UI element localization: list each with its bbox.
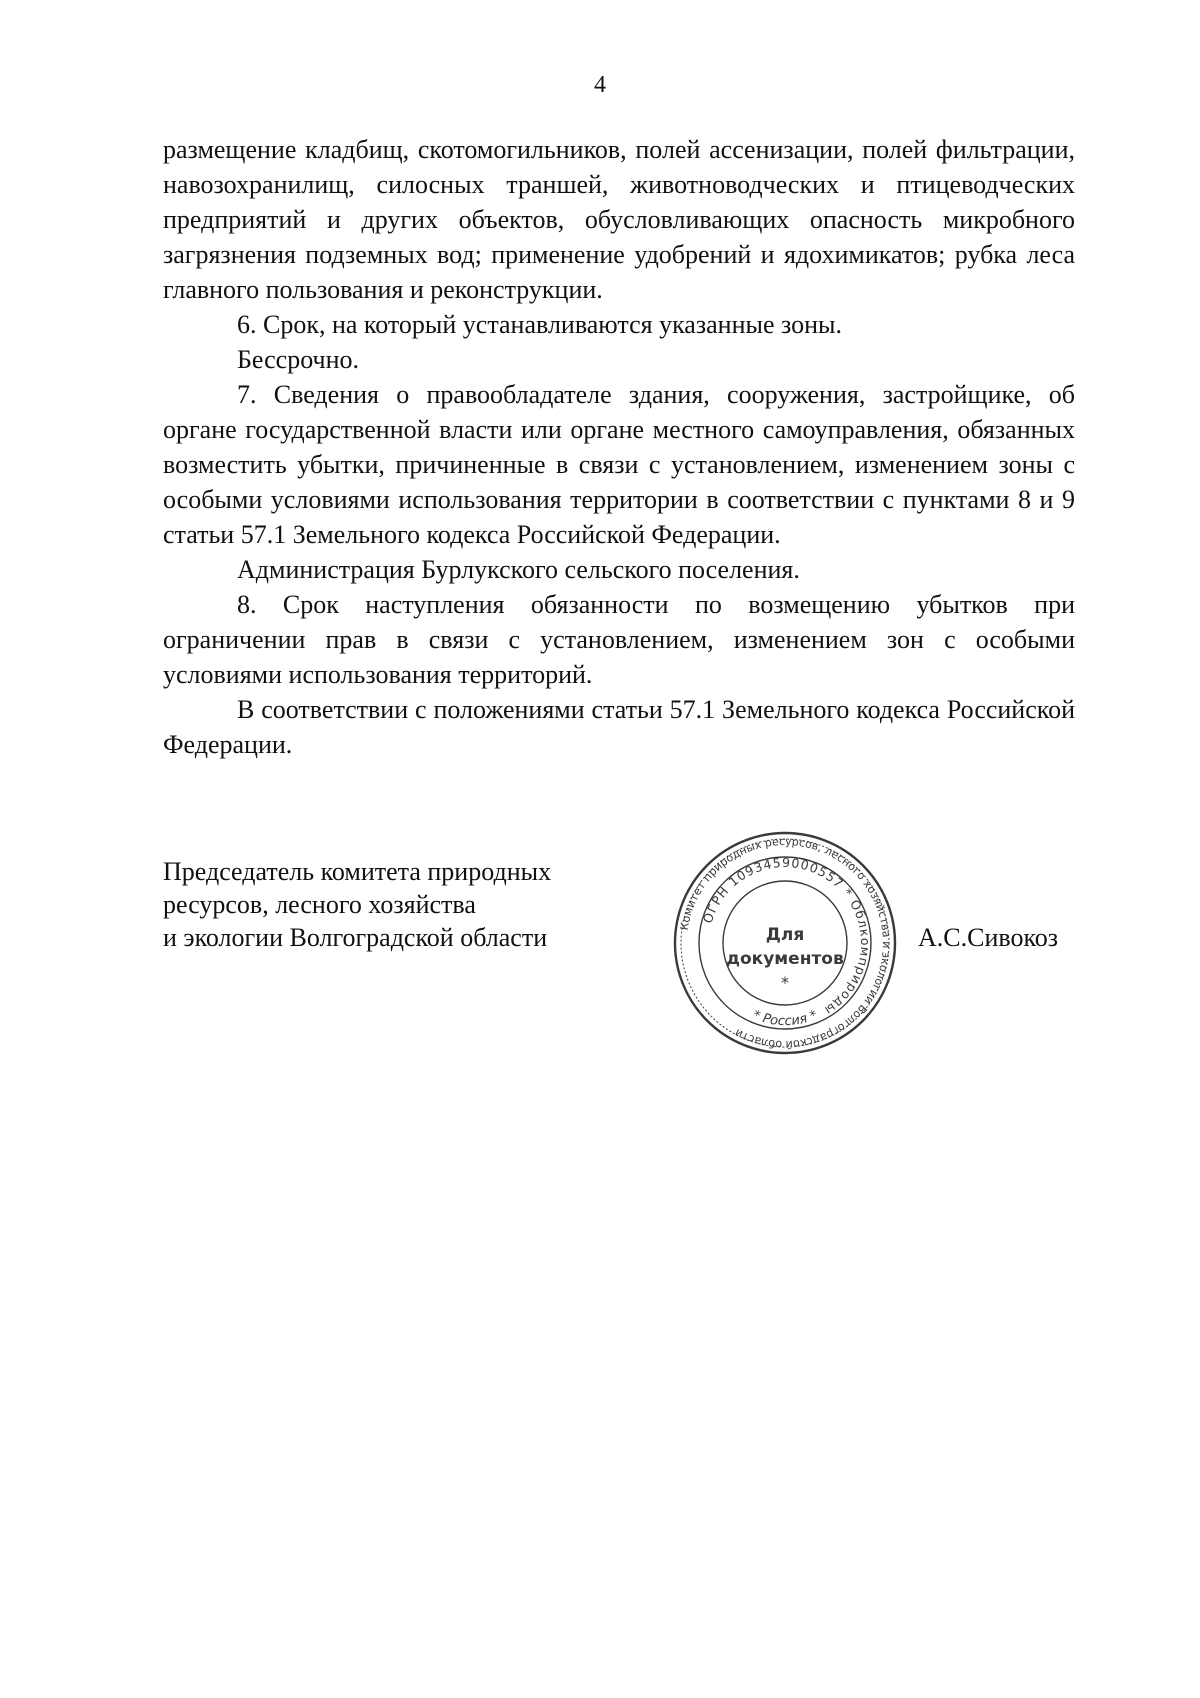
- paragraph-term-heading: 6. Срок, на который устанавливаются указанные зоны.: [237, 310, 842, 339]
- page-number: 4: [594, 72, 606, 98]
- signatory-name: А.С.Сивокоз: [918, 923, 1059, 952]
- stamp-center-line1: Для: [765, 925, 805, 945]
- paragraph-owner-value: Администрация Бурлукского сельского поселения.: [237, 555, 800, 584]
- stamp-seal-icon: [670, 828, 900, 1058]
- paragraph-restrictions: размещение кладбищ, скотомогильников, полей ассенизации, полей фильтрации, навозохранилищ, силосных траншей, животноводческих и птицеводческих предприятий и других объектов, обусловливающих опасность микробного загрязнения подземных вод; применение удобрений и ядохимикатов; рубка леса главного пользования и реконструкции.: [163, 135, 1075, 304]
- stamp-star-icon: *: [781, 973, 789, 992]
- paragraph-compensation-heading: 8. Срок наступления обязанности по возмещению убытков при ограничении прав в связи с установлением, изменением зон с особыми условиями использования территорий.: [163, 590, 1075, 689]
- stamp-inner-text: ОГРН 1093459000557 * Облкомприроды: [699, 854, 874, 1019]
- signatory-position-line: Председатель комитета природных: [163, 857, 552, 886]
- paragraph-term-value: Бессрочно.: [237, 345, 360, 374]
- stamp-bottom-text: * Россия *: [750, 1007, 820, 1030]
- paragraph-owner-heading: 7. Сведения о правообладателе здания, сооружения, застройщике, об органе государственной власти или органе местного самоуправления, обязанных возместить убытки, причиненные в связи с установлением, изменением зоны с особыми условиями использования территории в соответствии с пунктами 8 и 9 статьи 57.1 Земельного кодекса Российской Федерации.: [163, 380, 1075, 549]
- stamp-center-line2: документов: [726, 949, 844, 969]
- paragraph-compensation-value: В соответствии с положениями статьи 57.1 Земельного кодекса Российской Федерации.: [163, 695, 1075, 759]
- document-body: [163, 132, 1075, 762]
- official-stamp: [670, 828, 900, 1058]
- signatory-position-line: и экологии Волгоградской области: [163, 923, 548, 952]
- stamp-outer-text: Комитет природных ресурсов, лесного хозяйства и экологии Волгоградской области: [677, 834, 894, 1052]
- signatory-position: [163, 855, 551, 954]
- signatory-position-line: ресурсов, лесного хозяйства: [163, 890, 476, 919]
